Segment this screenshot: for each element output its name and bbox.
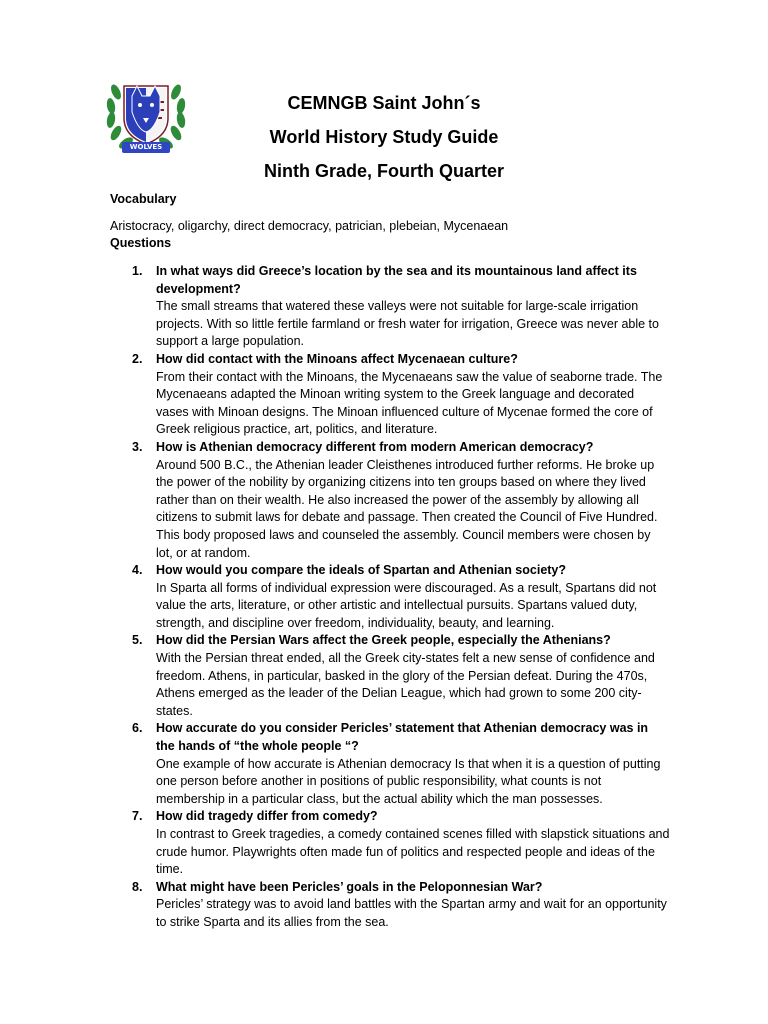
question-number: 3. <box>132 439 143 454</box>
questions-list <box>110 263 670 932</box>
document-heading <box>190 86 578 188</box>
question-number: 1. <box>132 264 143 278</box>
question-number: 6. <box>132 721 143 736</box>
question-number: 7. <box>132 809 143 824</box>
vocabulary-terms: Aristocracy, oligarchy, direct democracy, patrician, plebeian, Mycenaean <box>110 219 509 233</box>
question-text: How did the Persian Wars affect the Greek people, especially the Athenians? <box>156 633 611 648</box>
list-item <box>110 263 670 351</box>
logo-banner-text: WOLVES <box>129 143 163 151</box>
list-item <box>110 879 670 932</box>
answer-text: In Sparta all forms of individual expression were discouraged. As a result, Spartans did not value the arts, literature, or other artistic and intellectual pursuits. Spartans valued duty, strength, and discipline over freedom, individuality, beauty, and learning. <box>156 580 657 630</box>
question-text: In what ways did Greece’s location by the sea and its mountainous land affect its development? <box>156 264 637 296</box>
answer-text: The small streams that watered these valleys were not suitable for large-scale irrigation projects. With so little fertile farmland or fresh water for irrigation, Greece was never able to support a large population. <box>156 299 659 349</box>
question-number: 5. <box>132 633 143 648</box>
grade-quarter: Ninth Grade, Fourth Quarter <box>263 161 504 181</box>
list-item <box>110 808 670 878</box>
answer-text: In contrast to Greek tragedies, a comedy contained scenes filled with slapstick situations and crude humor. Playwrights often made fun of politics and respected people and ideas of the time. <box>156 827 670 877</box>
question-text: How did contact with the Minoans affect Mycenaean culture? <box>156 351 518 366</box>
question-number: 4. <box>132 563 143 578</box>
list-item <box>110 351 670 439</box>
school-name: CEMNGB Saint John´s <box>287 93 481 113</box>
answer-text: One example of how accurate is Athenian democracy Is that when it is a question of putting one person before another in positions of public responsibility, what counts is not membership in a particular class, but the actual ability which the man possesses. <box>156 756 661 806</box>
question-number: 8. <box>132 879 143 894</box>
question-number: 2. <box>132 351 143 366</box>
answer-text: Pericles’ strategy was to avoid land battles with the Spartan army and wait for an opportunity to strike Sparta and its allies from the sea. <box>156 897 667 929</box>
list-item <box>110 720 670 808</box>
answer-text: From their contact with the Minoans, the Mycenaeans saw the value of seaborne trade. The Mycenaeans adapted the Minoan writing system to the Greek language and decorated vases with Minoan designs. The Minoan influenced culture of Mycenae formed the core of Greek religious practice, art, politics, and literature. <box>156 369 663 437</box>
list-item <box>110 562 670 632</box>
questions-heading: Questions <box>110 236 172 250</box>
list-item <box>110 632 670 720</box>
question-text: How would you compare the ideals of Spartan and Athenian society? <box>156 563 567 578</box>
answer-text: Around 500 B.C., the Athenian leader Cleisthenes introduced further reforms. He broke up the power of the nobility by organizing citizens into ten groups based on where they lived rather than on their wealth. He also increased the power of the assembly by allowing all citizens to submit laws for debate and passage. Then created the Council of Five Hundred. This body proposed laws and counseled the assembly. Council members were chosen by lot, or at random. <box>156 457 658 560</box>
question-text: How accurate do you consider Pericles’ statement that Athenian democracy was in the hands of “the whole people “? <box>156 721 649 754</box>
answer-text: With the Persian threat ended, all the Greek city-states felt a new sense of confidence and freedom. Athens, in particular, basked in the glory of the Persian defeat. During the 470s, Athens emerged as the leader of the Delian League, which had grown to some 200 city-states. <box>156 651 655 718</box>
question-text: How did tragedy differ from comedy? <box>156 809 378 824</box>
course-title: World History Study Guide <box>269 127 499 147</box>
school-logo <box>104 72 188 158</box>
question-text: How is Athenian democracy different from modern American democracy? <box>156 439 594 454</box>
list-item <box>110 439 670 562</box>
vocabulary-heading: Vocabulary <box>110 192 177 206</box>
question-text: What might have been Pericles’ goals in the Peloponnesian War? <box>156 879 543 894</box>
